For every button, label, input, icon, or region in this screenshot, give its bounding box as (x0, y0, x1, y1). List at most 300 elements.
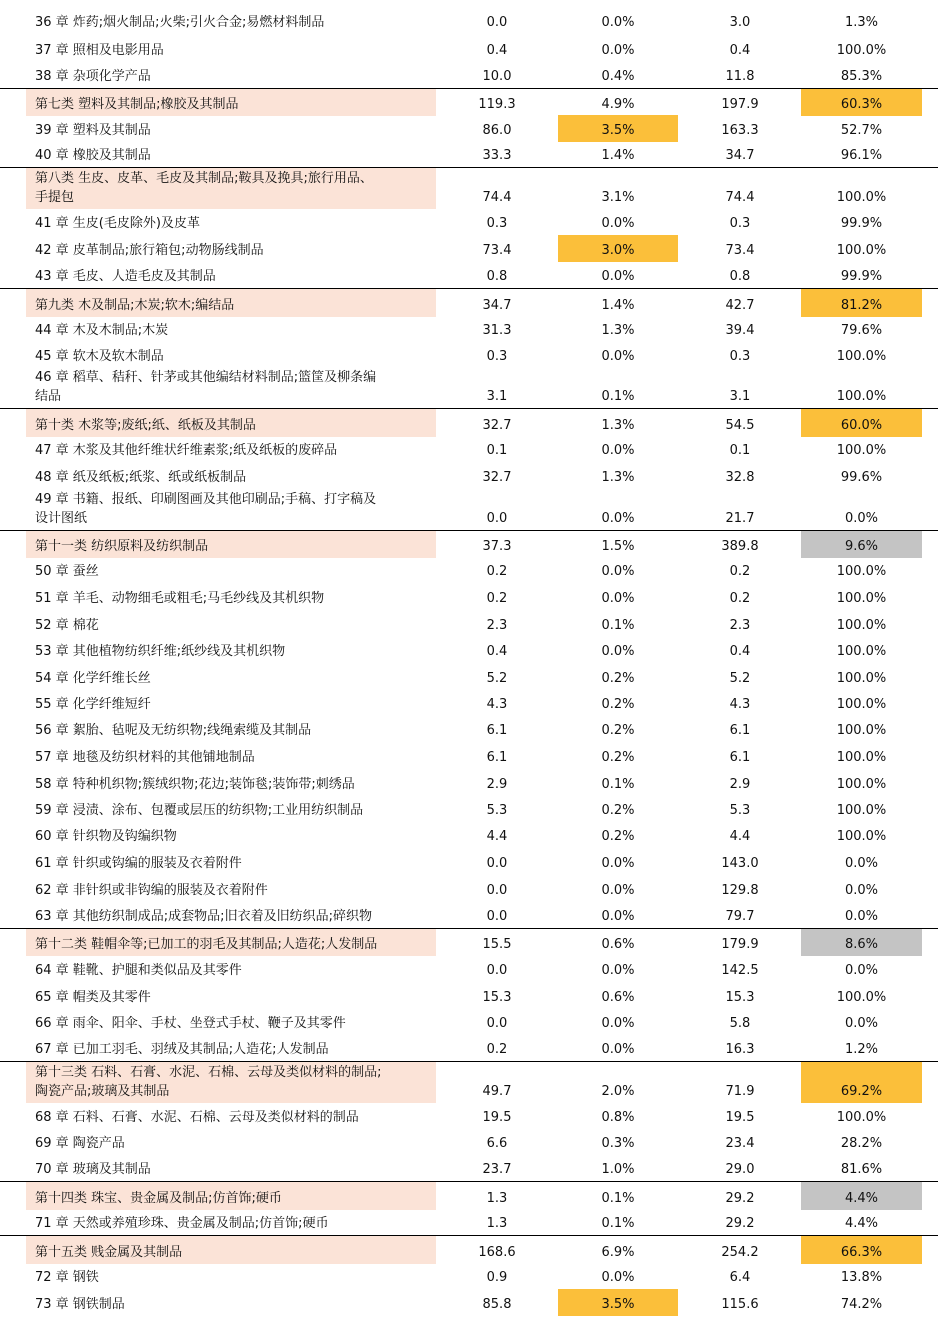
value-3: 143.0 (721, 856, 759, 871)
row-label: 69 章 陶瓷产品 (35, 1136, 125, 1151)
value-4: 0.0% (844, 963, 879, 978)
value-1: 0.9 (486, 1270, 508, 1285)
value-4: 100.0% (836, 443, 887, 458)
value-4: 99.9% (840, 269, 883, 284)
value-4: 81.6% (840, 1162, 883, 1177)
chapter-row (0, 489, 938, 530)
row-label: 第十五类 贱金属及其制品 (35, 1245, 183, 1260)
chapter-row (0, 1102, 938, 1129)
value-4: 85.3% (840, 69, 883, 84)
value-3: 21.7 (725, 511, 755, 526)
row-label: 36 章 炸药;烟火制品;火柴;引火合金;易燃材料制品 (35, 15, 325, 30)
row-label-cell (26, 36, 436, 62)
value-2: 0.0% (601, 15, 635, 30)
value-2: 1.4% (601, 148, 635, 163)
row-label: 47 章 木浆及其他纤维状纤维素浆;纸及纸板的废碎品 (35, 443, 338, 458)
row-label-cell (26, 409, 436, 437)
value-1: 0.2 (486, 1042, 508, 1057)
value-4: 100.0% (836, 618, 887, 633)
value-3: 29.0 (725, 1162, 755, 1177)
row-label-cell (26, 637, 436, 663)
row-label: 62 章 非针织或非钩编的服装及衣着附件 (35, 883, 268, 898)
row-label-cell (26, 902, 436, 928)
value-3: 39.4 (725, 323, 755, 338)
row-label-cell (26, 531, 436, 558)
row-label-cell (26, 1209, 436, 1235)
row-label: 54 章 化学纤维长丝 (35, 671, 151, 686)
row-label-cell (26, 89, 436, 116)
chapter-row (0, 1129, 938, 1155)
value-3: 0.4 (729, 43, 751, 58)
value-1: 119.3 (478, 97, 516, 112)
row-label: 45 章 软木及软木制品 (35, 349, 164, 364)
row-label-cell (26, 769, 436, 796)
row-label-cell (26, 1102, 436, 1129)
row-label: 第十二类 鞋帽伞等;已加工的羽毛及其制品;人造花;人发制品 (35, 937, 378, 952)
row-label-cell (26, 208, 436, 235)
row-label: 46 章 稻草、秸秆、针茅或其他编结材料制品;篮筐及柳条编 结品 (35, 370, 377, 404)
chapter-row (0, 1035, 938, 1061)
value-4: 100.0% (836, 564, 887, 579)
value-3: 29.2 (725, 1191, 755, 1206)
value-1: 74.4 (482, 190, 512, 205)
row-label-cell (26, 289, 436, 317)
chapter-row (0, 115, 938, 142)
chapter-row (0, 208, 938, 235)
row-label: 第十类 木浆等;废纸;纸、纸板及其制品 (35, 418, 256, 433)
value-4: 100.0% (836, 389, 887, 404)
row-label: 第十三类 石料、石膏、水泥、石棉、云母及类似材料的制品; 陶瓷产品;玻璃及其制品 (35, 1065, 382, 1099)
chapter-row (0, 955, 938, 982)
row-label-cell (26, 955, 436, 982)
value-3: 0.3 (729, 216, 751, 231)
value-1: 32.7 (482, 470, 512, 485)
row-label-cell (26, 848, 436, 875)
value-2: 0.0% (601, 963, 635, 978)
value-1: 0.1 (486, 443, 508, 458)
value-2: 0.1% (601, 389, 635, 404)
value-4: 99.9% (840, 216, 883, 231)
value-4: 100.0% (836, 349, 887, 364)
value-1: 86.0 (482, 123, 512, 138)
row-label-cell (26, 342, 436, 368)
value-3: 54.5 (725, 418, 755, 433)
value-2: 0.6% (601, 937, 635, 952)
chapter-row (0, 796, 938, 822)
row-label-cell (26, 1236, 436, 1264)
value-4: 66.3% (801, 1236, 922, 1264)
value-3: 79.7 (725, 909, 755, 924)
chapter-row (0, 342, 938, 368)
row-label-cell (26, 716, 436, 742)
value-3: 129.8 (721, 883, 759, 898)
category-row (0, 288, 938, 317)
value-4: 0.0% (844, 511, 879, 526)
value-1: 10.0 (482, 69, 512, 84)
value-1: 6.1 (486, 750, 508, 765)
value-2: 0.0% (601, 349, 635, 364)
row-label: 56 章 絮胎、毡呢及无纺织物;线绳索缆及其制品 (35, 723, 312, 738)
chapter-row (0, 663, 938, 690)
value-1: 49.7 (482, 1084, 512, 1099)
value-2: 0.0% (601, 443, 635, 458)
row-label-cell (26, 235, 436, 262)
value-2: 4.9% (601, 97, 635, 112)
chapter-row (0, 262, 938, 288)
value-2: 3.0% (558, 235, 678, 262)
value-3: 0.4 (729, 644, 751, 659)
row-label: 50 章 蚕丝 (35, 564, 99, 579)
row-label: 64 章 鞋靴、护腿和类似品及其零件 (35, 963, 242, 978)
value-2: 0.0% (601, 269, 635, 284)
value-1: 34.7 (482, 298, 512, 313)
value-2: 0.2% (601, 803, 635, 818)
row-label: 65 章 帽类及其零件 (35, 990, 151, 1005)
value-2: 0.1% (601, 1191, 635, 1206)
value-3: 23.4 (725, 1136, 755, 1151)
value-2: 0.0% (601, 644, 635, 659)
row-label-cell (26, 822, 436, 848)
value-4: 100.0% (836, 803, 887, 818)
value-4: 69.2% (801, 1062, 922, 1103)
value-4: 0.0% (844, 883, 879, 898)
row-label-cell (26, 316, 436, 342)
value-1: 2.9 (486, 777, 508, 792)
chapter-row (0, 368, 938, 408)
chapter-row (0, 848, 938, 875)
value-4: 0.0% (844, 856, 879, 871)
row-label-cell (26, 368, 436, 408)
chapter-row (0, 316, 938, 342)
row-label-cell (26, 1182, 436, 1210)
category-row (0, 1235, 938, 1264)
value-1: 2.3 (486, 618, 508, 633)
chapter-row (0, 36, 938, 62)
row-label: 57 章 地毯及纺织材料的其他铺地制品 (35, 750, 255, 765)
row-label: 第十一类 纺织原料及纺织制品 (35, 539, 209, 554)
row-label-cell (26, 796, 436, 822)
value-2: 1.3% (601, 470, 635, 485)
value-4: 100.0% (836, 43, 887, 58)
value-1: 0.0 (486, 1016, 508, 1031)
value-4: 100.0% (836, 243, 887, 258)
row-label: 39 章 塑料及其制品 (35, 123, 151, 138)
value-3: 4.4 (729, 829, 751, 844)
value-4: 0.0% (844, 1016, 879, 1031)
value-3: 6.1 (729, 723, 751, 738)
value-1: 5.3 (486, 803, 508, 818)
row-label-cell (26, 1289, 436, 1316)
value-1: 0.0 (486, 15, 508, 30)
row-label: 58 章 特种机织物;簇绒织物;花边;装饰毯;装饰带;刺绣品 (35, 777, 355, 792)
row-label-cell (26, 1062, 436, 1103)
value-2: 1.5% (601, 539, 635, 554)
chapter-row (0, 637, 938, 663)
value-3: 0.8 (729, 269, 751, 284)
value-3: 16.3 (725, 1042, 755, 1057)
value-1: 5.2 (486, 671, 508, 686)
row-label-cell (26, 436, 436, 462)
row-label: 73 章 钢铁制品 (35, 1297, 125, 1312)
row-label: 49 章 书籍、报纸、印刷图画及其他印刷品;手稿、打字稿及 设计图纸 (35, 492, 377, 526)
value-3: 34.7 (725, 148, 755, 163)
value-2: 0.0% (601, 591, 635, 606)
row-label: 70 章 玻璃及其制品 (35, 1162, 151, 1177)
row-label: 71 章 天然或养殖珍珠、贵金属及制品;仿首饰;硬币 (35, 1216, 329, 1231)
value-2: 0.4% (601, 69, 635, 84)
value-1: 33.3 (482, 148, 512, 163)
value-2: 0.0% (601, 511, 635, 526)
row-label-cell (26, 489, 436, 530)
value-4: 100.0% (836, 1110, 887, 1125)
value-2: 1.3% (601, 418, 635, 433)
value-2: 0.2% (601, 750, 635, 765)
value-4: 81.2% (801, 289, 922, 317)
chapter-row (0, 1263, 938, 1289)
category-row (0, 1181, 938, 1210)
value-3: 11.8 (725, 69, 755, 84)
value-1: 15.5 (482, 937, 512, 952)
chapter-row (0, 902, 938, 928)
chapter-row (0, 8, 938, 34)
value-2: 3.5% (558, 1289, 678, 1316)
value-4: 100.0% (836, 990, 887, 1005)
value-3: 5.3 (729, 803, 751, 818)
value-4: 4.4% (801, 1182, 922, 1210)
value-2: 0.2% (601, 723, 635, 738)
value-1: 4.3 (486, 697, 508, 712)
value-1: 3.1 (486, 389, 508, 404)
row-label: 72 章 钢铁 (35, 1270, 99, 1285)
value-3: 163.3 (721, 123, 759, 138)
value-1: 6.6 (486, 1136, 508, 1151)
row-label-cell (26, 583, 436, 610)
value-1: 15.3 (482, 990, 512, 1005)
row-label: 第八类 生皮、皮革、毛皮及其制品;鞍具及挽具;旅行用品、 手提包 (35, 171, 373, 205)
category-row (0, 530, 938, 558)
value-3: 5.8 (729, 1016, 751, 1031)
value-1: 4.4 (486, 829, 508, 844)
row-label-cell (26, 8, 436, 34)
value-4: 96.1% (840, 148, 883, 163)
chapter-row (0, 716, 938, 742)
chapter-row (0, 822, 938, 848)
value-2: 0.6% (601, 990, 635, 1005)
value-3: 3.0 (729, 15, 751, 30)
row-label: 37 章 照相及电影用品 (35, 43, 164, 58)
value-4: 8.6% (801, 929, 922, 956)
value-3: 32.8 (725, 470, 755, 485)
value-2: 0.0% (601, 909, 635, 924)
row-label: 60 章 针织物及钩编织物 (35, 829, 177, 844)
row-label: 42 章 皮革制品;旅行箱包;动物肠线制品 (35, 243, 264, 258)
row-label: 48 章 纸及纸板;纸浆、纸或纸板制品 (35, 470, 247, 485)
row-label-cell (26, 262, 436, 288)
chapter-row (0, 1009, 938, 1035)
chapter-row (0, 742, 938, 769)
value-4: 1.3% (844, 15, 879, 30)
value-2: 0.2% (601, 829, 635, 844)
value-3: 0.1 (729, 443, 751, 458)
value-1: 1.3 (486, 1216, 508, 1231)
value-4: 100.0% (836, 750, 887, 765)
row-label-cell (26, 1129, 436, 1155)
value-3: 71.9 (725, 1084, 755, 1099)
value-1: 0.0 (486, 511, 508, 526)
row-label-cell (26, 62, 436, 88)
value-3: 5.2 (729, 671, 751, 686)
row-label-cell (26, 1155, 436, 1181)
category-row (0, 1061, 938, 1103)
value-3: 0.2 (729, 564, 751, 579)
row-label: 第九类 木及制品;木炭;软木;编结品 (35, 298, 235, 313)
chapter-row (0, 690, 938, 716)
value-4: 28.2% (840, 1136, 883, 1151)
chapter-row (0, 1289, 938, 1316)
value-1: 0.3 (486, 216, 508, 231)
value-4: 100.0% (836, 777, 887, 792)
chapter-row (0, 235, 938, 262)
value-2: 0.0% (601, 1016, 635, 1031)
value-3: 197.9 (721, 97, 759, 112)
chapter-row (0, 462, 938, 489)
value-3: 4.3 (729, 697, 751, 712)
value-2: 0.1% (601, 777, 635, 792)
row-label-cell (26, 557, 436, 583)
row-label: 52 章 棉花 (35, 618, 99, 633)
value-4: 99.6% (840, 470, 883, 485)
value-3: 42.7 (725, 298, 755, 313)
row-label-cell (26, 690, 436, 716)
value-4: 100.0% (836, 190, 887, 205)
row-label-cell (26, 462, 436, 489)
value-3: 179.9 (721, 937, 759, 952)
category-row (0, 408, 938, 437)
value-4: 13.8% (840, 1270, 883, 1285)
row-label: 40 章 橡胶及其制品 (35, 148, 151, 163)
value-4: 60.0% (801, 409, 922, 437)
row-label: 43 章 毛皮、人造毛皮及其制品 (35, 269, 216, 284)
value-4: 1.2% (844, 1042, 879, 1057)
value-3: 0.3 (729, 349, 751, 364)
value-4: 100.0% (836, 723, 887, 738)
value-1: 31.3 (482, 323, 512, 338)
value-2: 0.3% (601, 1136, 635, 1151)
value-2: 0.0% (601, 43, 635, 58)
value-1: 0.8 (486, 269, 508, 284)
value-1: 0.3 (486, 349, 508, 364)
chapter-row (0, 875, 938, 902)
value-4: 100.0% (836, 671, 887, 686)
value-1: 0.2 (486, 591, 508, 606)
value-3: 0.2 (729, 591, 751, 606)
value-4: 100.0% (836, 829, 887, 844)
value-1: 0.2 (486, 564, 508, 579)
value-1: 19.5 (482, 1110, 512, 1125)
value-2: 0.2% (601, 671, 635, 686)
value-1: 0.0 (486, 856, 508, 871)
row-label: 61 章 针织或钩编的服装及衣着附件 (35, 856, 242, 871)
value-2: 0.0% (601, 1042, 635, 1057)
row-label-cell (26, 663, 436, 690)
value-4: 4.4% (844, 1216, 879, 1231)
value-3: 389.8 (721, 539, 759, 554)
row-label-cell (26, 982, 436, 1009)
value-2: 0.0% (601, 856, 635, 871)
chapter-row (0, 982, 938, 1009)
value-2: 0.1% (601, 1216, 635, 1231)
chapter-row (0, 583, 938, 610)
row-label-cell (26, 929, 436, 956)
row-label-cell (26, 1035, 436, 1061)
value-4: 100.0% (836, 644, 887, 659)
row-label: 41 章 生皮(毛皮除外)及皮革 (35, 216, 200, 231)
value-2: 3.1% (601, 190, 635, 205)
row-label: 51 章 羊毛、动物细毛或粗毛;马毛纱线及其机织物 (35, 591, 325, 606)
value-4: 52.7% (840, 123, 883, 138)
category-row (0, 167, 938, 209)
row-label: 第十四类 珠宝、贵金属及制品;仿首饰;硬币 (35, 1191, 282, 1206)
row-label: 68 章 石料、石膏、水泥、石棉、云母及类似材料的制品 (35, 1110, 359, 1125)
value-1: 73.4 (482, 243, 512, 258)
value-2: 0.8% (601, 1110, 635, 1125)
row-label: 53 章 其他植物纺织纤维;纸纱线及其机织物 (35, 644, 286, 659)
value-4: 0.0% (844, 909, 879, 924)
value-2: 1.0% (601, 1162, 635, 1177)
value-3: 6.1 (729, 750, 751, 765)
value-3: 6.4 (729, 1270, 751, 1285)
row-label: 55 章 化学纤维短纤 (35, 697, 151, 712)
row-label: 第七类 塑料及其制品;橡胶及其制品 (35, 97, 239, 112)
row-label-cell (26, 142, 436, 167)
value-1: 85.8 (482, 1297, 512, 1312)
value-2: 3.5% (558, 115, 678, 142)
value-3: 19.5 (725, 1110, 755, 1125)
value-2: 2.0% (601, 1084, 635, 1099)
value-3: 2.9 (729, 777, 751, 792)
value-2: 0.0% (601, 564, 635, 579)
row-label: 67 章 已加工羽毛、羽绒及其制品;人造花;人发制品 (35, 1042, 329, 1057)
chapter-row (0, 557, 938, 583)
value-1: 0.4 (486, 43, 508, 58)
value-2: 1.3% (601, 323, 635, 338)
value-3: 142.5 (721, 963, 759, 978)
value-1: 0.0 (486, 909, 508, 924)
chapter-row (0, 436, 938, 462)
value-1: 32.7 (482, 418, 512, 433)
value-1: 23.7 (482, 1162, 512, 1177)
value-2: 0.0% (601, 883, 635, 898)
value-4: 60.3% (801, 89, 922, 116)
row-label: 66 章 雨伞、阳伞、手杖、坐登式手杖、鞭子及其零件 (35, 1016, 346, 1031)
value-4: 74.2% (840, 1297, 883, 1312)
value-4: 79.6% (840, 323, 883, 338)
value-4: 100.0% (836, 591, 887, 606)
row-label-cell (26, 1009, 436, 1035)
value-3: 29.2 (725, 1216, 755, 1231)
value-3: 2.3 (729, 618, 751, 633)
row-label-cell (26, 742, 436, 769)
category-row (0, 88, 938, 116)
value-2: 1.4% (601, 298, 635, 313)
value-4: 100.0% (836, 697, 887, 712)
chapter-row (0, 1209, 938, 1235)
row-label-cell (26, 875, 436, 902)
value-4: 9.6% (801, 531, 922, 558)
value-3: 3.1 (729, 389, 751, 404)
value-1: 0.4 (486, 644, 508, 659)
row-label-cell (26, 168, 436, 209)
